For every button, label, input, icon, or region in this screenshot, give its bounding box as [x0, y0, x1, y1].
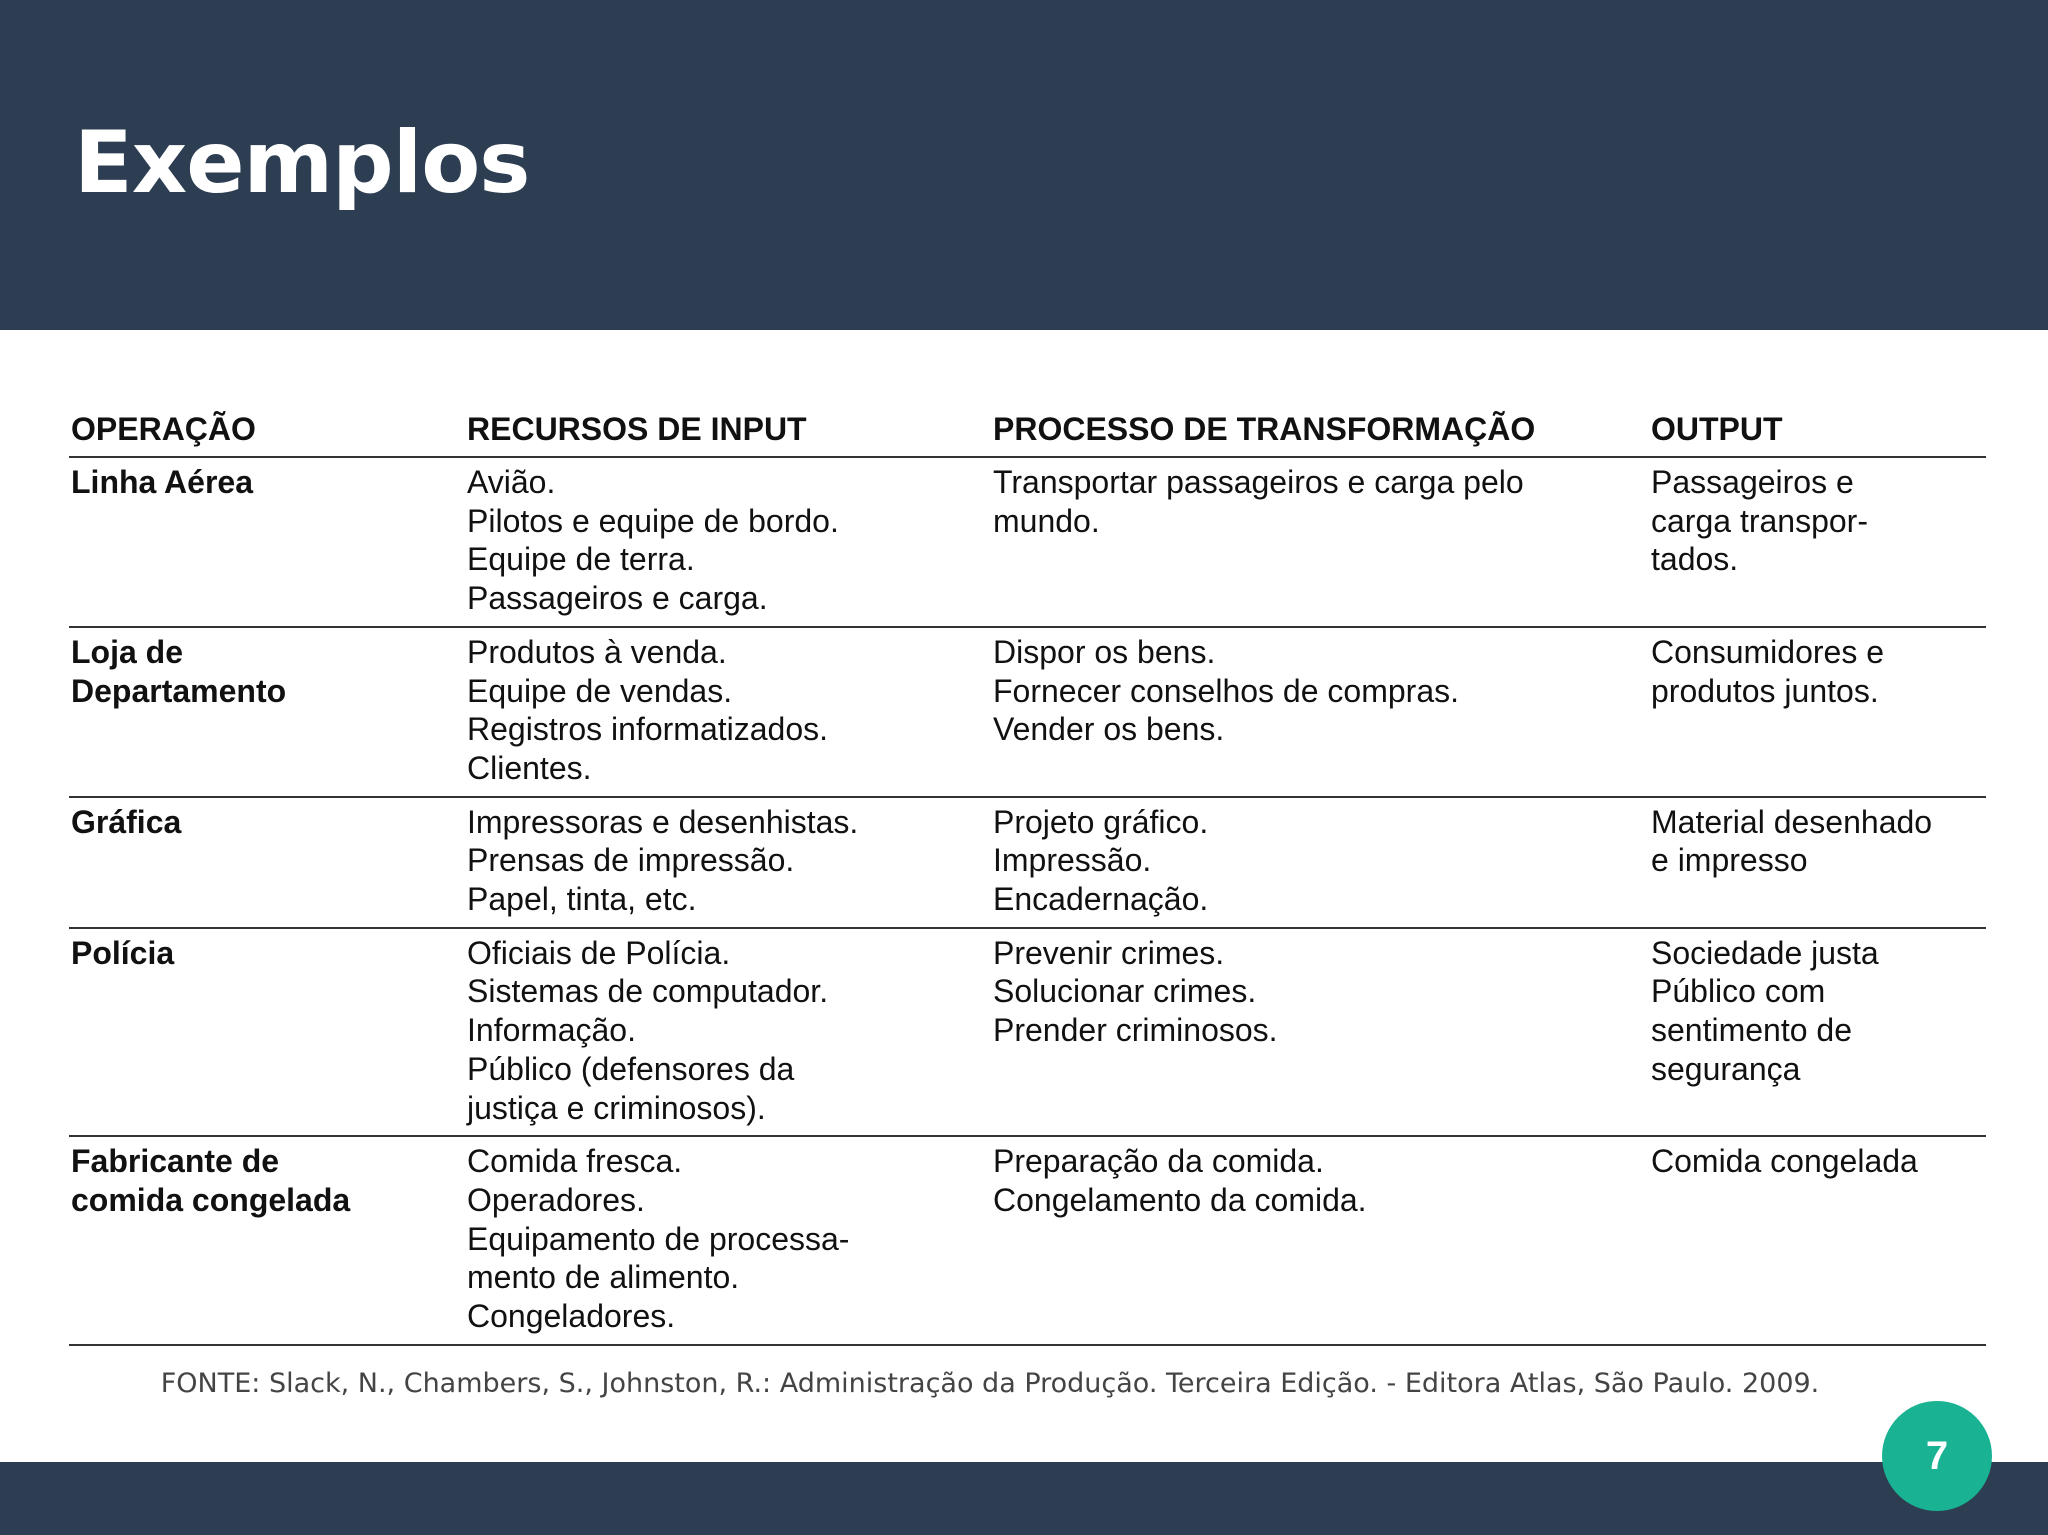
cell-inputs: Avião. Pilotos e equipe de bordo. Equipe de terra. Passageiros e carga. [465, 457, 991, 627]
cell-inputs: Impressoras e desenhistas. Prensas de impressão. Papel, tinta, etc. [465, 797, 991, 928]
cell-output: Comida congelada [1649, 1136, 1986, 1345]
table-row [69, 627, 1986, 797]
cell-operation: Fabricante de comida congelada [69, 1136, 465, 1345]
table-row [69, 1136, 1986, 1345]
cell-process: Preparação da comida. Congelamento da comida. [991, 1136, 1649, 1345]
cell-output: Material desenhado e impresso [1649, 797, 1986, 928]
cell-process: Transportar passageiros e carga pelo mundo. [991, 457, 1649, 627]
cell-operation: Linha Aérea [69, 457, 465, 627]
cell-output: Consumidores e produtos juntos. [1649, 627, 1986, 797]
cell-process: Dispor os bens. Fornecer conselhos de compras. Vender os bens. [991, 627, 1649, 797]
page-number-badge: 7 [1882, 1401, 1992, 1511]
cell-inputs: Oficiais de Polícia. Sistemas de computador. Informação. Público (defensores da justiça e criminosos). [465, 928, 991, 1137]
cell-output: Sociedade justa Público com sentimento de segurança [1649, 928, 1986, 1137]
cell-process: Prevenir crimes. Solucionar crimes. Prender criminosos. [991, 928, 1649, 1137]
cell-operation: Loja de Departamento [69, 627, 465, 797]
examples-table [69, 400, 1986, 1346]
slide-header [0, 0, 2048, 330]
examples-table-container [69, 400, 1986, 1346]
table-header-row [69, 400, 1986, 457]
slide-footer [0, 1462, 2048, 1535]
header-operacao: OPERAÇÃO [69, 400, 465, 457]
header-recursos-de-input: RECURSOS DE INPUT [465, 400, 991, 457]
header-processo-de-transformacao: PROCESSO DE TRANSFORMAÇÃO [991, 400, 1649, 457]
table-row [69, 928, 1986, 1137]
table-row [69, 457, 1986, 627]
slide-title: Exemplos [74, 113, 530, 213]
cell-output: Passageiros e carga transpor- tados. [1649, 457, 1986, 627]
table-row [69, 797, 1986, 928]
header-output: OUTPUT [1649, 400, 1986, 457]
cell-operation: Polícia [69, 928, 465, 1137]
cell-inputs: Comida fresca. Operadores. Equipamento de processa- mento de alimento. Congeladores. [465, 1136, 991, 1345]
source-citation: FONTE: Slack, N., Chambers, S., Johnston, R.: Administração da Produção. Terceira Edição. - Editora Atlas, São Paulo. 2009. [160, 1368, 1820, 1399]
cell-operation: Gráfica [69, 797, 465, 928]
cell-inputs: Produtos à venda. Equipe de vendas. Registros informatizados. Clientes. [465, 627, 991, 797]
cell-process: Projeto gráfico. Impressão. Encadernação. [991, 797, 1649, 928]
